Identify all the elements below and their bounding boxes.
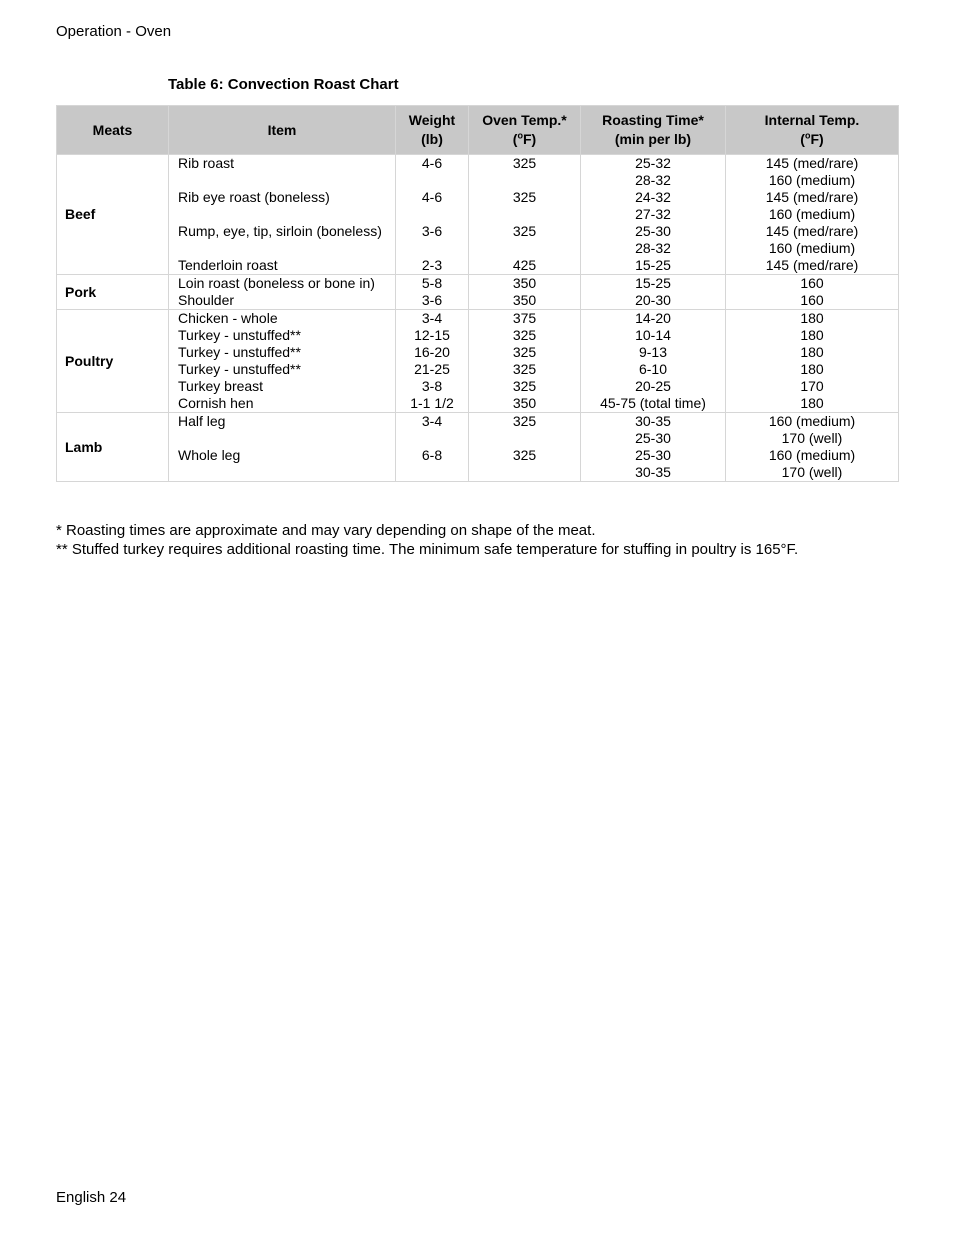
- cell-line: Shoulder: [178, 292, 235, 308]
- cell-line: Rump, eye, tip, sirloin (boneless): [178, 223, 382, 239]
- cell-line: Whole leg: [178, 447, 241, 463]
- item-cell: [169, 413, 396, 482]
- cell-line: 27-32: [635, 206, 671, 222]
- internal-temp-cell: [726, 275, 899, 310]
- cell-line: [396, 464, 468, 481]
- cell-line: Loin roast (boneless or bone in): [178, 275, 375, 291]
- weight-cell: [396, 413, 469, 482]
- cell-line: 145 (med/rare): [765, 189, 859, 205]
- cell-line: 375: [512, 310, 537, 326]
- cell-line: 325: [512, 447, 537, 463]
- cell-line: [396, 206, 468, 223]
- footnote-roasting-times: * Roasting times are approximate and may vary depending on shape of the meat.: [56, 522, 596, 539]
- cell-line: [396, 172, 468, 189]
- internal-temp-cell: [726, 155, 899, 275]
- cell-line: 2-3: [421, 257, 443, 273]
- cell-line: 24-32: [635, 189, 671, 205]
- table-title: Table 6: Convection Roast Chart: [168, 76, 399, 93]
- cell-line: [469, 464, 580, 481]
- table-row-pork: [57, 275, 899, 310]
- cell-line: 25-30: [635, 447, 671, 463]
- cell-line: 20-25: [635, 378, 671, 394]
- cell-line: 14-20: [635, 310, 671, 326]
- internal-temp-cell: [726, 413, 899, 482]
- cell-line: [396, 430, 468, 447]
- table-row-poultry: [57, 310, 899, 413]
- degree-superscript: o: [804, 130, 811, 141]
- cell-line: 325: [512, 189, 537, 205]
- cell-line: 10-14: [635, 327, 671, 343]
- weight-cell: [396, 275, 469, 310]
- cell-line: 145 (med/rare): [765, 155, 859, 171]
- cell-line: 170 (well): [781, 430, 843, 446]
- cell-line: 350: [512, 275, 537, 291]
- cell-line: Turkey - unstuffed**: [178, 327, 301, 343]
- cell-line: 325: [512, 344, 537, 360]
- cell-line: [469, 206, 580, 223]
- cell-line: 350: [512, 292, 537, 308]
- cell-line: 160 (medium): [768, 172, 856, 188]
- cell-line: Rib eye roast (boneless): [178, 189, 330, 205]
- cell-line: [396, 240, 468, 257]
- cell-line: [469, 240, 580, 257]
- cell-line: 25-30: [635, 430, 671, 446]
- cell-line: [469, 172, 580, 189]
- column-header-meats: Meats: [57, 106, 169, 155]
- cell-line: 5-8: [421, 275, 443, 291]
- roasting-time-cell: [581, 310, 726, 413]
- cell-line: 3-6: [421, 292, 443, 308]
- cell-line: Turkey breast: [178, 378, 264, 394]
- cell-line: Rib roast: [178, 155, 235, 171]
- footnotes: [56, 521, 798, 559]
- cell-line: 160: [800, 292, 824, 308]
- cell-line: Chicken - whole: [178, 310, 278, 326]
- cell-line: 180: [800, 344, 824, 360]
- cell-line: 30-35: [635, 413, 671, 429]
- cell-line: 28-32: [635, 240, 671, 256]
- degree-superscript: o: [517, 130, 523, 141]
- oven-temp-cell: [469, 155, 581, 275]
- table-row-beef: [57, 155, 899, 275]
- cell-line: 170 (well): [781, 464, 843, 480]
- meat-category: Lamb: [57, 413, 169, 482]
- roasting-time-cell: [581, 413, 726, 482]
- cell-line: 4-6: [421, 155, 443, 171]
- cell-line: 325: [512, 361, 537, 377]
- cell-line: 15-25: [635, 275, 671, 291]
- item-cell: [169, 310, 396, 413]
- weight-cell: [396, 310, 469, 413]
- cell-line: 425: [512, 257, 537, 273]
- item-cell: [169, 275, 396, 310]
- cell-line: 28-32: [635, 172, 671, 188]
- cell-line: 25-30: [635, 223, 671, 239]
- cell-line: 180: [800, 310, 824, 326]
- cell-line: 4-6: [421, 189, 443, 205]
- column-header-item: Item: [169, 106, 396, 155]
- cell-line: 30-35: [635, 464, 671, 480]
- cell-line: 180: [800, 361, 824, 377]
- cell-line: 160 (medium): [768, 206, 856, 222]
- cell-line: 16-20: [414, 344, 450, 360]
- table-row-lamb: [57, 413, 899, 482]
- cell-line: 180: [800, 395, 824, 411]
- running-header: Operation - Oven: [56, 23, 172, 40]
- cell-line: [178, 464, 395, 481]
- roasting-time-cell: [581, 275, 726, 310]
- cell-line: Half leg: [178, 413, 226, 429]
- cell-line: 325: [512, 413, 537, 429]
- cell-line: 145 (med/rare): [765, 223, 859, 239]
- cell-line: 25-32: [635, 155, 671, 171]
- cell-line: 170: [800, 378, 824, 394]
- column-header-weight: Weight (lb): [396, 106, 469, 155]
- cell-line: [178, 172, 395, 189]
- table-header-row: [57, 106, 899, 155]
- cell-line: 180: [800, 327, 824, 343]
- cell-line: 15-25: [635, 257, 671, 273]
- cell-line: 3-8: [421, 378, 443, 394]
- oven-temp-cell: [469, 275, 581, 310]
- cell-line: 3-4: [421, 310, 443, 326]
- cell-line: 45-75 (total time): [600, 395, 706, 411]
- cell-line: Tenderloin roast: [178, 257, 278, 273]
- cell-line: 350: [512, 395, 537, 411]
- cell-line: 160 (medium): [768, 447, 856, 463]
- column-header-oven-temp: Oven Temp.* ($^o$F): [469, 106, 581, 155]
- cell-line: [178, 240, 395, 257]
- cell-line: 6-8: [421, 447, 443, 463]
- page-footer: English 24: [56, 1189, 127, 1206]
- meat-category: Beef: [57, 155, 169, 275]
- cell-line: [178, 430, 395, 447]
- cell-line: 20-30: [635, 292, 671, 308]
- cell-line: 3-4: [421, 413, 443, 429]
- cell-line: [469, 430, 580, 447]
- cell-line: 160 (medium): [768, 413, 856, 429]
- cell-line: 325: [512, 155, 537, 171]
- cell-line: Turkey - unstuffed**: [178, 361, 301, 377]
- cell-line: 160: [800, 275, 824, 291]
- column-header-roasting-time: Roasting Time* (min per lb): [581, 106, 726, 155]
- cell-line: 325: [512, 378, 537, 394]
- cell-line: 325: [512, 223, 537, 239]
- weight-cell: [396, 155, 469, 275]
- internal-temp-cell: [726, 310, 899, 413]
- cell-line: 145 (med/rare): [765, 257, 859, 273]
- cell-line: 9-13: [638, 344, 668, 360]
- meat-category: Pork: [57, 275, 169, 310]
- item-cell: [169, 155, 396, 275]
- cell-line: 160 (medium): [768, 240, 856, 256]
- cell-line: [178, 206, 395, 223]
- convection-roast-table: [56, 105, 899, 482]
- cell-line: 12-15: [414, 327, 450, 343]
- cell-line: 21-25: [414, 361, 450, 377]
- cell-line: Cornish hen: [178, 395, 254, 411]
- cell-line: Turkey - unstuffed**: [178, 344, 301, 360]
- cell-line: 3-6: [421, 223, 443, 239]
- oven-temp-cell: [469, 310, 581, 413]
- cell-line: 6-10: [638, 361, 668, 377]
- column-header-internal-temp: Internal Temp. ($^o$F): [726, 106, 899, 155]
- oven-temp-cell: [469, 413, 581, 482]
- cell-line: 1-1 1/2: [410, 395, 454, 411]
- cell-line: 325: [512, 327, 537, 343]
- footnote-stuffed-turkey: ** Stuffed turkey requires additional roasting time. The minimum safe temperature for stuffing in poultry is 165°F.: [56, 541, 799, 558]
- meat-category: Poultry: [57, 310, 169, 413]
- roasting-time-cell: [581, 155, 726, 275]
